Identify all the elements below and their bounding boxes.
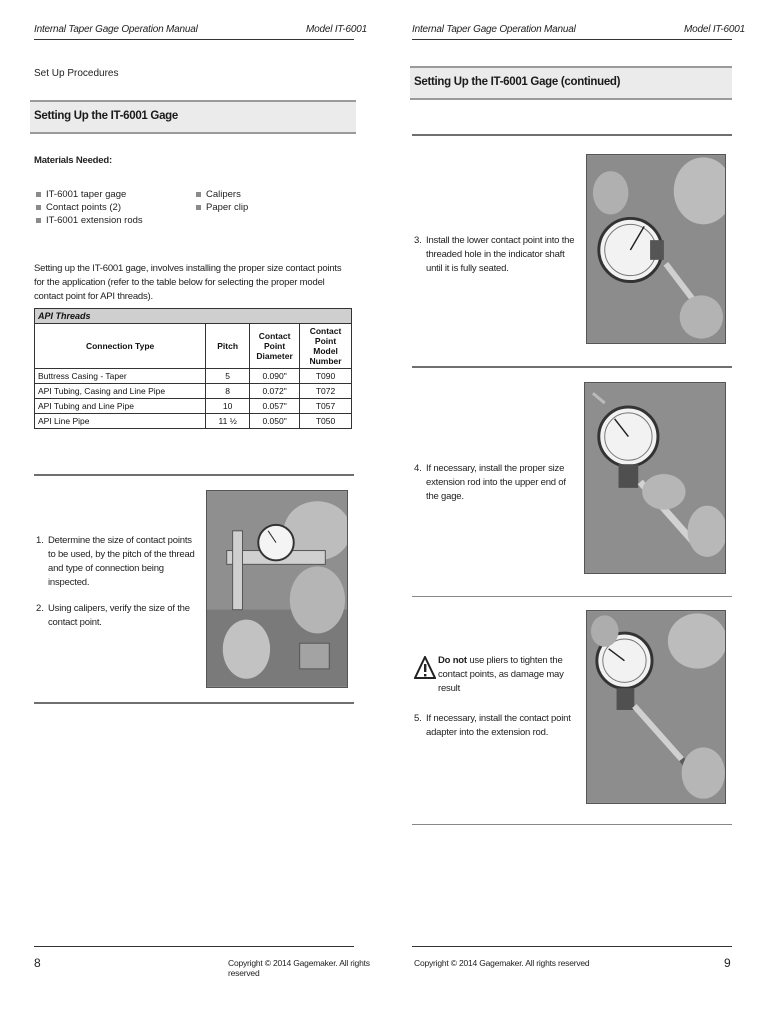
table-cell: API Tubing and Line Pipe bbox=[35, 399, 206, 414]
table-caption: API Threads bbox=[35, 309, 352, 324]
section-band bbox=[410, 66, 732, 100]
api-threads-table bbox=[34, 308, 352, 429]
step-text: If necessary, install the contact point adapter into the extension rod. bbox=[426, 713, 571, 738]
table-cell: 0.057" bbox=[250, 399, 300, 414]
manual-title-header: Internal Taper Gage Operation Manual bbox=[34, 24, 198, 35]
step-text: Install the lower contact point into the threaded hole in the indicator shaft until it is fully seated. bbox=[426, 235, 575, 274]
table-row bbox=[35, 384, 352, 399]
copyright: Copyright © 2014 Gagemaker. All rights reserved bbox=[414, 958, 590, 968]
install-adapter-photo bbox=[586, 610, 726, 804]
table-cell: Buttress Casing - Taper bbox=[35, 369, 206, 384]
page-number: 8 bbox=[34, 956, 41, 970]
col-header: Pitch bbox=[206, 324, 250, 369]
step-text: Determine the size of contact points to be used, by the pitch of the thread and type of connection being inspected. bbox=[48, 535, 195, 588]
material-item: Calipers bbox=[194, 188, 248, 201]
model-header: Model IT-6001 bbox=[684, 24, 745, 35]
header-rule bbox=[34, 39, 354, 40]
section-title: Setting Up the IT-6001 Gage bbox=[34, 110, 178, 122]
install-adapter-image bbox=[587, 611, 725, 803]
step-4 bbox=[414, 462, 580, 504]
intro-paragraph: Setting up the IT-6001 gage, involves installing the proper size contact points for the application (refer to the table below for selecting the proper model contact point for API threads). bbox=[34, 263, 342, 302]
table-cell: T050 bbox=[300, 414, 352, 429]
material-item: Contact points (2) bbox=[34, 201, 143, 214]
right-page bbox=[384, 0, 768, 1024]
step-text: If necessary, install the proper size extension rod into the upper end of the gage. bbox=[426, 463, 566, 502]
section-divider bbox=[34, 702, 354, 704]
step-2 bbox=[36, 602, 196, 630]
warning-text bbox=[438, 654, 578, 696]
section-divider bbox=[412, 366, 732, 368]
warning-note bbox=[414, 650, 584, 694]
col-header: Contact Point Diameter bbox=[250, 324, 300, 369]
col-header: Contact Point Model Number bbox=[300, 324, 352, 369]
table-header-row bbox=[35, 324, 352, 369]
table-cell: 0.050" bbox=[250, 414, 300, 429]
section-divider bbox=[412, 596, 732, 597]
table-row bbox=[35, 414, 352, 429]
warning-emphasis: Do not bbox=[438, 655, 467, 666]
install-contact-point-photo bbox=[586, 154, 726, 344]
table-cell: API Tubing, Casing and Line Pipe bbox=[35, 384, 206, 399]
material-item: Paper clip bbox=[194, 201, 248, 214]
material-item: IT-6001 taper gage bbox=[34, 188, 143, 201]
caliper-photo-image bbox=[207, 491, 347, 687]
subsection-title: Set Up Procedures bbox=[34, 68, 119, 79]
step-text: Using calipers, verify the size of the contact point. bbox=[48, 603, 190, 628]
step-5 bbox=[414, 712, 580, 740]
materials-list-2 bbox=[194, 188, 248, 214]
section-divider bbox=[412, 824, 732, 825]
table-cell: 0.090" bbox=[250, 369, 300, 384]
materials-list-1 bbox=[34, 188, 143, 227]
copyright: Copyright © 2014 Gagemaker. All rights reserved bbox=[228, 958, 370, 978]
material-item: IT-6001 extension rods bbox=[34, 214, 143, 227]
warning-body: use pliers to tighten the contact points, as damage may result bbox=[438, 655, 564, 694]
step-number: 4. bbox=[414, 463, 422, 474]
section-divider bbox=[34, 474, 354, 476]
table-cell: API Line Pipe bbox=[35, 414, 206, 429]
warning-triangle-icon bbox=[414, 656, 436, 680]
section-divider bbox=[412, 134, 732, 136]
install-extension-rod-photo bbox=[584, 382, 726, 574]
install-extension-rod-image bbox=[585, 383, 725, 573]
caliper-photo bbox=[206, 490, 348, 688]
step-number: 3. bbox=[414, 235, 422, 246]
table-cell: T090 bbox=[300, 369, 352, 384]
install-contact-point-image bbox=[587, 155, 725, 343]
table-cell: 8 bbox=[206, 384, 250, 399]
page-number: 9 bbox=[724, 956, 731, 970]
model-header: Model IT-6001 bbox=[306, 24, 367, 35]
section-title: Setting Up the IT-6001 Gage (continued) bbox=[414, 76, 621, 88]
table-cell: 11 ½ bbox=[206, 414, 250, 429]
manual-title-header: Internal Taper Gage Operation Manual bbox=[412, 24, 576, 35]
table-cell: T057 bbox=[300, 399, 352, 414]
materials-heading: Materials Needed: bbox=[34, 155, 112, 166]
section-band bbox=[30, 100, 356, 134]
footer-rule bbox=[412, 946, 732, 947]
step-number: 2. bbox=[36, 603, 44, 614]
step-number: 5. bbox=[414, 713, 422, 724]
step-3 bbox=[414, 234, 580, 276]
table-cell: T072 bbox=[300, 384, 352, 399]
step-1 bbox=[36, 534, 196, 590]
table-cell: 5 bbox=[206, 369, 250, 384]
header-rule bbox=[412, 39, 732, 40]
table-row bbox=[35, 369, 352, 384]
table-cell: 0.072" bbox=[250, 384, 300, 399]
table-row bbox=[35, 399, 352, 414]
step-number: 1. bbox=[36, 535, 44, 546]
table-cell: 10 bbox=[206, 399, 250, 414]
footer-rule bbox=[34, 946, 354, 947]
col-header: Connection Type bbox=[35, 324, 206, 369]
